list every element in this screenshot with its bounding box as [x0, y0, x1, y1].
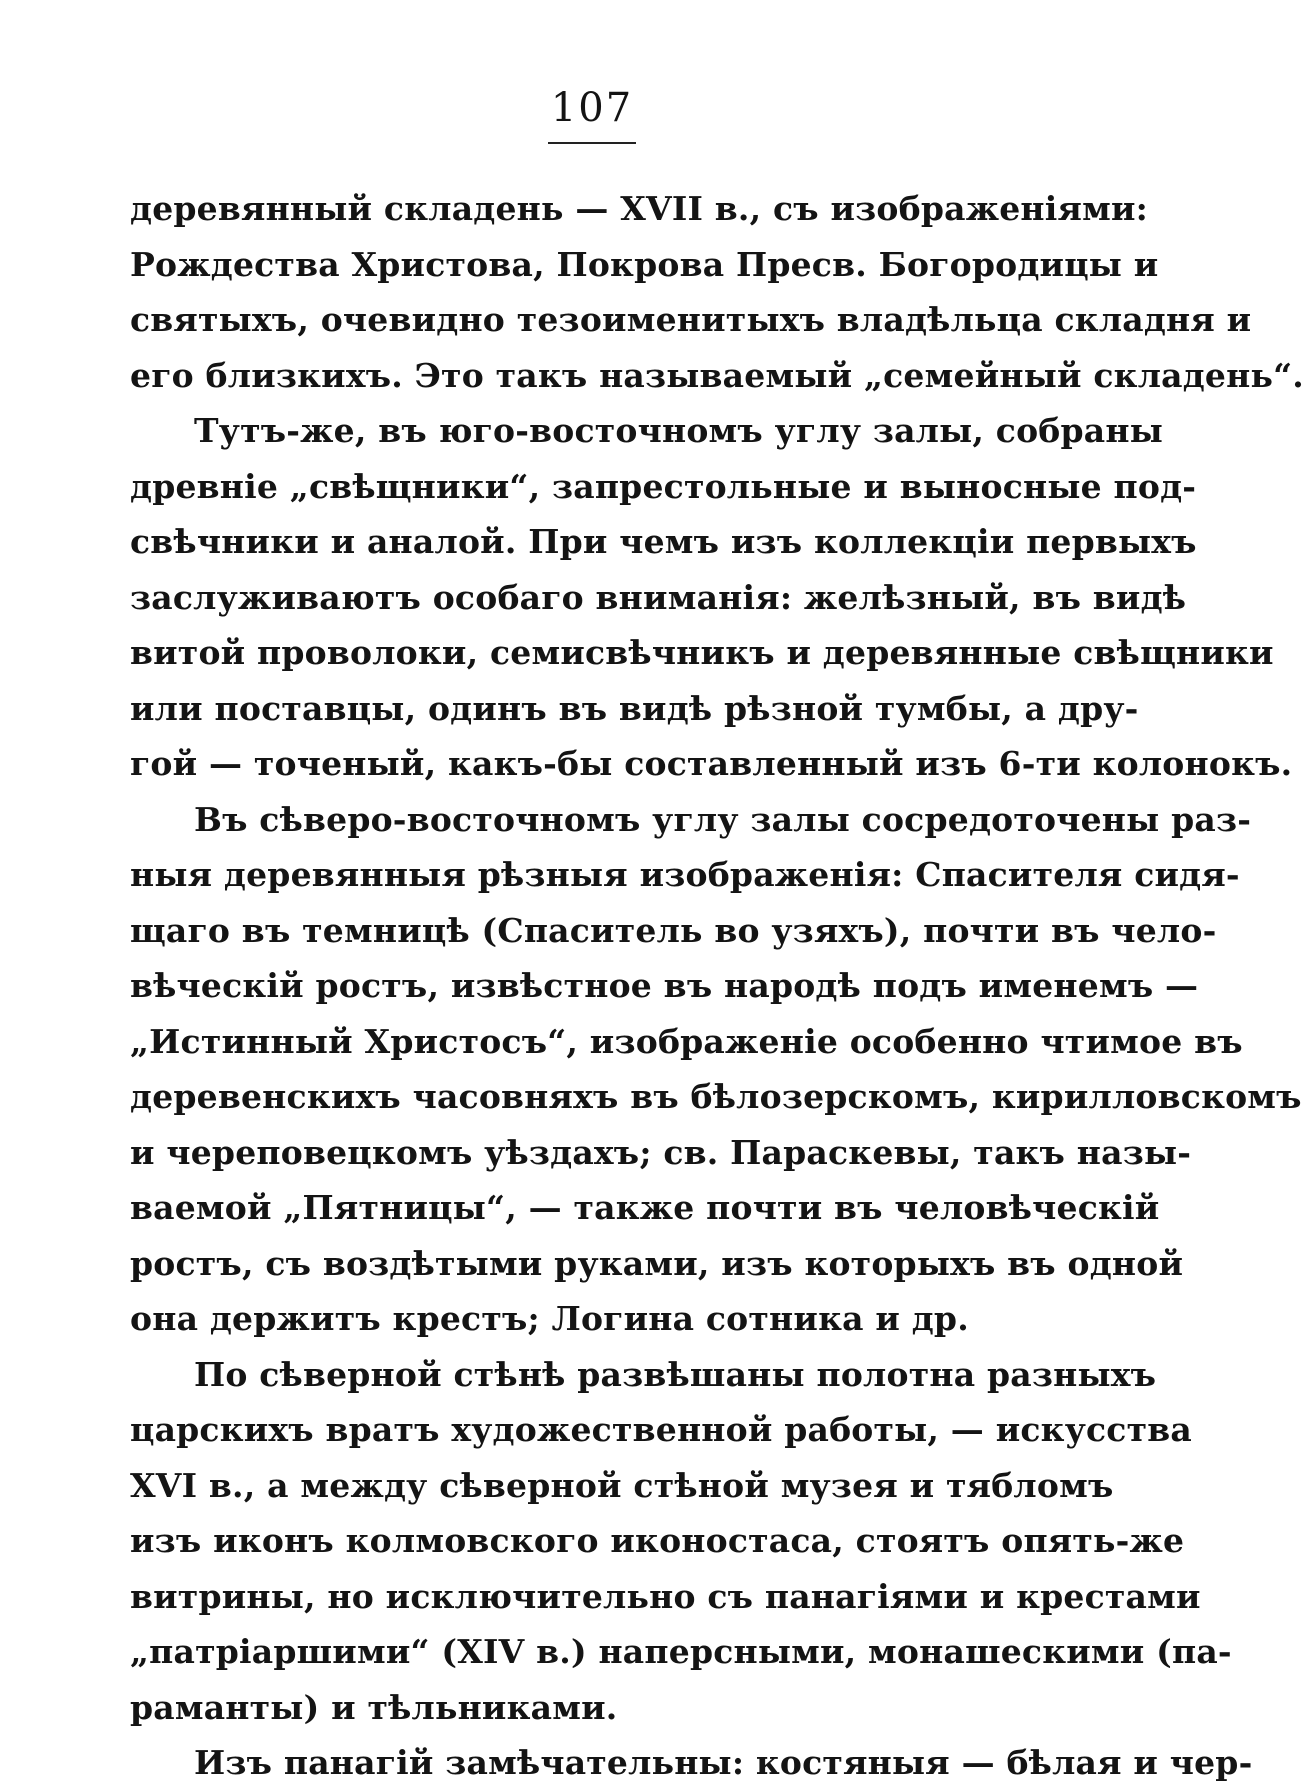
text-line: XVI в., а между сѣверной стѣной музея и тябломъ: [130, 1465, 1114, 1505]
text-line: „Истинный Христосъ“, изображеніе особенно чтимое въ: [130, 1021, 1243, 1061]
text-line: деревянный складень — XVII в., съ изображеніями:: [130, 189, 1149, 228]
text-line: вѣческій ростъ, извѣстное въ народѣ подъ именемъ —: [130, 966, 1199, 1005]
paragraph-start-line: Въ сѣверо-восточномъ углу залы сосредоточены раз-: [194, 799, 1252, 839]
page-number: 107: [550, 85, 634, 131]
text-line: гой — точеный, какъ-бы составленный изъ 6-ти колонокъ.: [130, 744, 1293, 783]
text-line: Рождества Христова, Покрова Пресв. Богородицы и: [130, 244, 1159, 284]
text-line: или поставцы, одинъ въ видѣ рѣзной тумбы, а дру-: [130, 688, 1139, 728]
text-line: святыхъ, очевидно тезоименитыхъ владѣльца складня и: [130, 300, 1252, 339]
text-line: „патріаршими“ (XIV в.) наперсными, монашескими (па-: [130, 1632, 1232, 1671]
text-line: его близкихъ. Это такъ называемый „семейный складень“.: [130, 355, 1304, 395]
text-line: свѣчники и аналой. При чемъ изъ коллекціи первыхъ: [130, 522, 1197, 561]
text-line: раманты) и тѣльниками.: [130, 1687, 618, 1727]
paragraph-start-line: По сѣверной стѣнѣ развѣшаны полотна разныхъ: [194, 1354, 1157, 1394]
text-line: царскихъ вратъ художественной работы, — искусства: [130, 1410, 1192, 1449]
text-line: и череповецкомъ уѣздахъ; св. Параскевы, такъ назы-: [130, 1132, 1192, 1172]
text-line: ваемой „Пятницы“, — также почти въ человѣческій: [130, 1188, 1160, 1227]
text-line: ныя деревянныя рѣзныя изображенія: Спасителя сидя-: [130, 855, 1240, 894]
paragraph-start-line: Изъ панагій замѣчательны: костяныя — бѣлая и чер-: [194, 1743, 1253, 1782]
text-line: витой проволоки, семисвѣчникъ и деревянные свѣщники: [130, 633, 1274, 672]
text-line: витрины, но исключительно съ панагіями и крестами: [130, 1576, 1201, 1616]
text-line: изъ иконъ колмовского иконостаса, стоятъ опять-же: [130, 1521, 1185, 1560]
text-line: деревенскихъ часовняхъ въ бѣлозерскомъ, кирилловскомъ: [130, 1077, 1302, 1116]
body-text: [130, 181, 1304, 1791]
page-number-rule: [548, 142, 636, 144]
text-line: она держитъ крестъ; Логина сотника и др.: [130, 1299, 969, 1338]
paragraph-start-line: Тутъ-же, въ юго-восточномъ углу залы, собраны: [194, 411, 1164, 450]
text-line: щаго въ темницѣ (Спаситель во узяхъ), почти въ чело-: [130, 910, 1217, 950]
text-line: заслуживаютъ особаго вниманія: желѣзный, въ видѣ: [130, 577, 1187, 617]
text-line: ростъ, съ воздѣтыми руками, изъ которыхъ въ одной: [130, 1243, 1184, 1283]
text-line: древніе „свѣщники“, запрестольные и выносные под-: [130, 466, 1197, 506]
